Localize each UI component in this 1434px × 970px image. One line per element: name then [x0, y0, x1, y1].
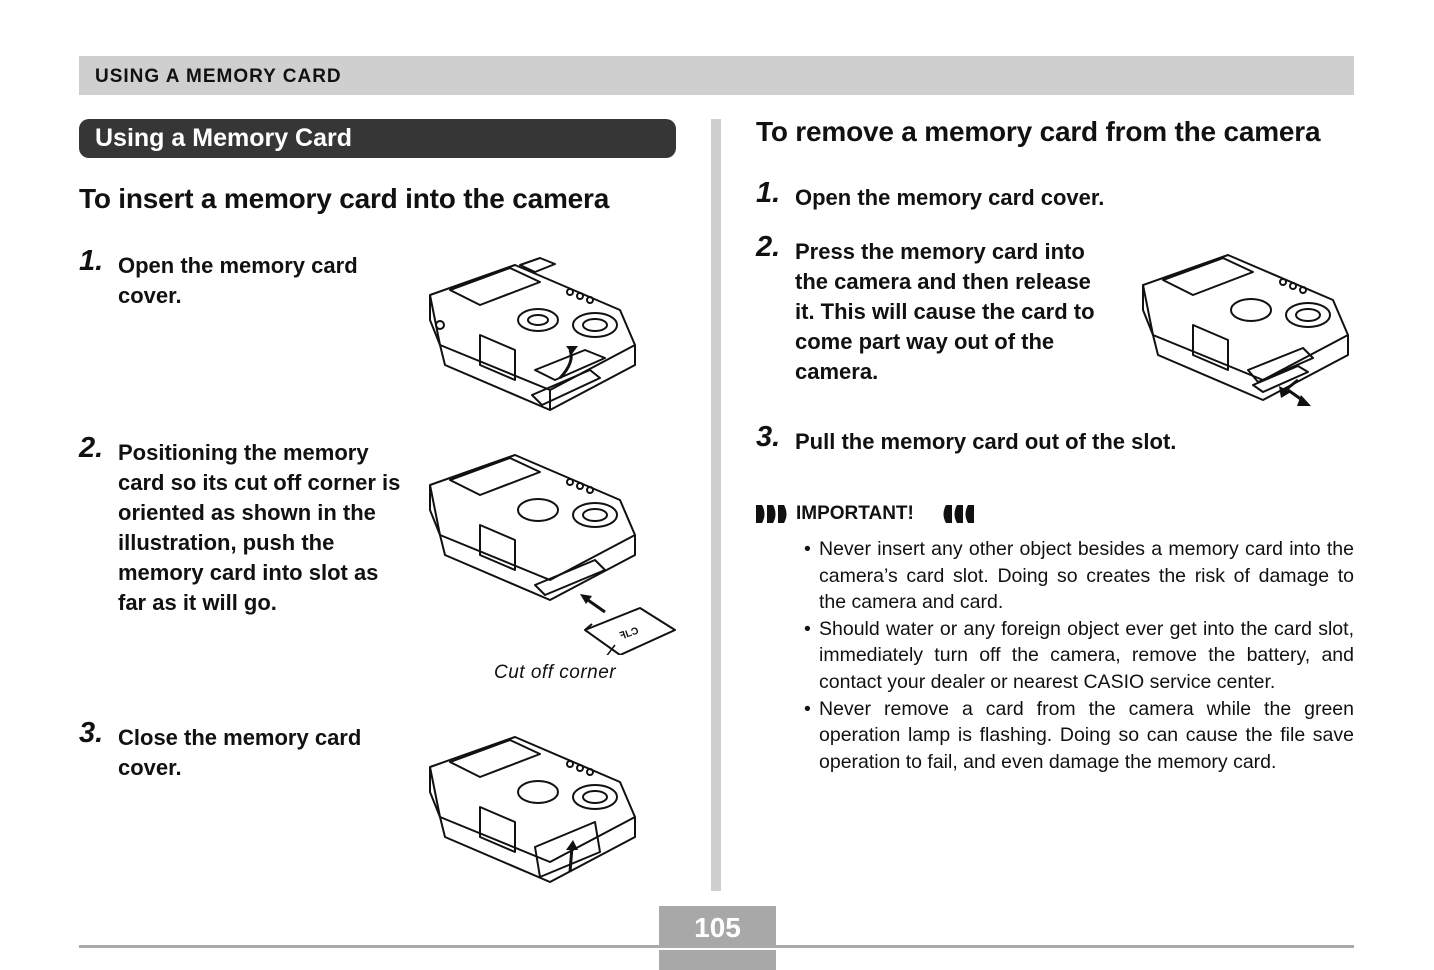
page-number: 105: [694, 912, 741, 943]
step-text: Press the memory card into the camera and then release it. This will cause the card to come part way out of the camera.: [795, 239, 1095, 384]
step-text: Open the memory card cover.: [118, 253, 358, 308]
step-number: 2.: [79, 432, 104, 464]
page-header-bar: [79, 56, 1354, 95]
list-item: • Should water or any foreign object ever get into the card slot, immediately turn off the camera, remove the battery, and contact your dealer or nearest CASIO service center.: [804, 617, 1354, 693]
column-divider: [711, 119, 721, 891]
step-number: 3.: [756, 421, 781, 453]
insert-heading: To insert a memory card into the camera: [79, 183, 610, 214]
list-item: • Never remove a card from the camera while the green operation lamp is flashing. Doing so can cause the file save operation to fail, and even damage the memory card.: [804, 697, 1354, 773]
svg-text:ꟻLƆ: ꟻLƆ: [618, 625, 641, 643]
section-title-bar: [79, 119, 676, 158]
page-number-box-lower: [659, 950, 776, 970]
camera-eject-card-illustration: [1133, 240, 1358, 408]
important-left-marker-icon: [756, 505, 790, 523]
step-text: Pull the memory card out of the slot.: [795, 429, 1177, 454]
remove-heading: To remove a memory card from the camera: [756, 116, 1321, 147]
camera-insert-card-illustration: [420, 440, 680, 655]
section-title: Using a Memory Card: [95, 124, 353, 152]
step-text: Close the memory card cover.: [118, 725, 362, 780]
list-item: • Never insert any other object besides a memory card into the camera’s card slot. Doing so creates the risk of damage to the camera and card.: [804, 538, 1354, 614]
important-right-marker-icon: [940, 505, 974, 523]
page-header-title: USING A MEMORY CARD: [95, 66, 342, 87]
step-number: 1.: [79, 245, 104, 277]
important-bullet-list: [802, 536, 1354, 775]
camera-close-cover-illustration: [420, 722, 645, 890]
step-text: Open the memory card cover.: [795, 185, 1105, 210]
camera-open-cover-illustration: [420, 250, 645, 415]
step-number: 3.: [79, 717, 104, 749]
important-label: IMPORTANT!: [796, 503, 914, 524]
cut-off-corner-caption: Cut off corner: [494, 662, 617, 683]
page-number-box: [659, 906, 776, 946]
step-text: Positioning the memory card so its cut off corner is oriented as shown in the illustration, push the memory card into slot as far as it will go.: [118, 440, 401, 615]
step-number: 2.: [756, 231, 781, 263]
step-number: 1.: [756, 177, 781, 209]
